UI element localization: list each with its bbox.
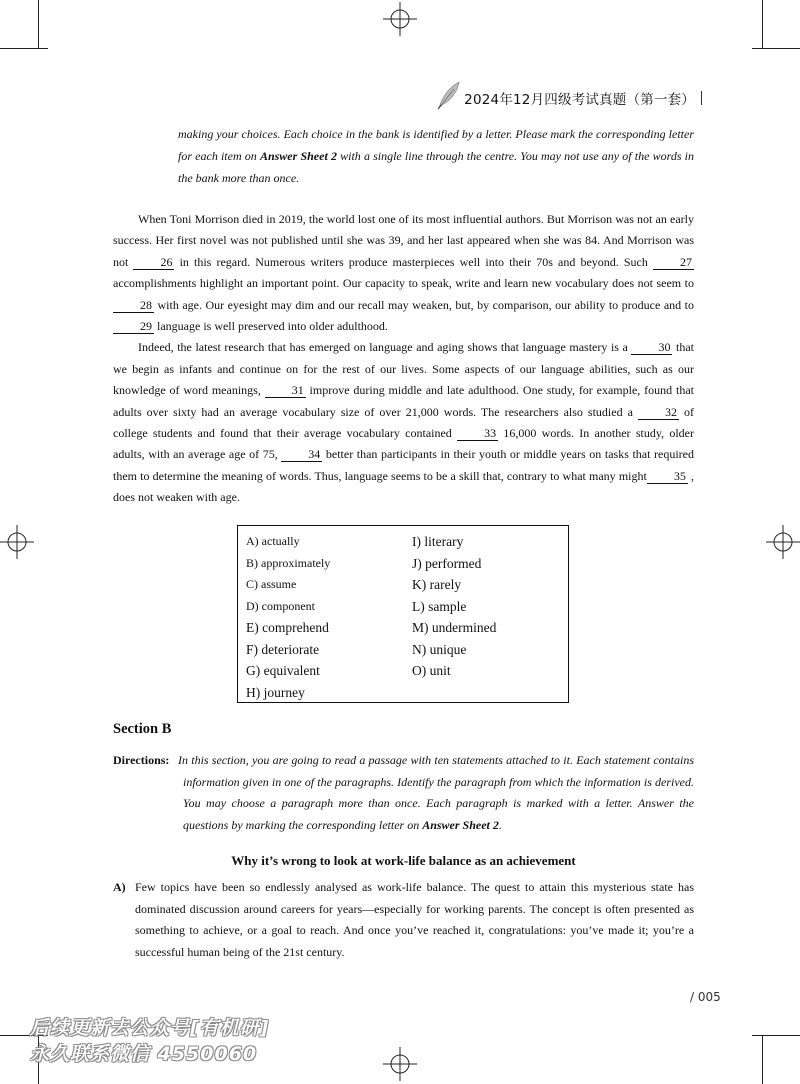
blank-27: 27 (653, 255, 694, 270)
crop-mark (762, 0, 763, 48)
watermark-line: 后续更新去公众号[有机研] (30, 1017, 270, 1039)
header-divider (701, 91, 702, 105)
word-bank-item: N) unique (412, 641, 467, 657)
directions-line: the bank more than once. (178, 171, 300, 185)
directions-label: Directions: (113, 753, 170, 767)
answer-sheet-ref: Answer Sheet 2 (259, 149, 337, 163)
word-bank-left-column (246, 531, 330, 703)
answer-sheet-ref: Answer Sheet 2 (422, 817, 499, 832)
watermark-line: 永久联系微信 4550060 (30, 1043, 258, 1065)
word-bank-item: B) approximately (246, 555, 331, 570)
word-bank-item: E) comprehend (246, 620, 329, 635)
word-bank-item: L) sample (412, 598, 467, 614)
paragraph-label: A) (113, 880, 126, 894)
passage-text: 16,000 words. In another study, older adults, with an average age of 75, (113, 426, 694, 462)
directions-end: . (498, 817, 502, 832)
word-bank-item: K) rarely (412, 577, 462, 592)
word-bank-item: G) equivalent (246, 663, 320, 678)
blank-26: 26 (133, 255, 174, 270)
directions-line: making your choices. Each choice in the bank is identified by a letter. Please mark the corresponding letter (178, 127, 694, 141)
crop-mark (762, 1035, 763, 1084)
article-title: Why it’s wrong to look at work-life balance as an achievement (231, 853, 576, 868)
passage-text: of college students and found that their average vocabulary contained (113, 404, 694, 441)
blank-35: 35 (647, 469, 688, 484)
passage-text: that we begin as infants and continue on for the rest of our lives. Some aspects of our language abilities, such as our knowledge of word meanings, (113, 340, 695, 398)
blank-33: 33 (457, 426, 498, 441)
registration-mark-icon (0, 525, 34, 559)
directions-line: for each item on (178, 149, 260, 163)
paragraph-text: Few topics have been so endlessly analysed as work-life balance. The quest to attain this mysterious state has dominated discussion around careers for years—especially for working parents. The concept is often presented as something to achieve, or a goal to reach. And once you’ve reached it, congratulations: you’ve made it; you’re a successful human being of the 21st century. (135, 880, 694, 959)
crop-mark (0, 48, 48, 49)
crop-mark (38, 0, 39, 48)
directions-continued (178, 123, 694, 189)
cloze-passage (113, 209, 694, 509)
crop-mark (752, 48, 800, 49)
passage-text: accomplishments highlight an important point. Our capacity to speak, write and learn new vocabulary does not seem to (113, 276, 694, 291)
header-title: 2024年12月四级考试真题（第一套） (464, 92, 695, 108)
article-paragraph-a (113, 877, 694, 963)
word-bank-item: A) actually (246, 534, 300, 548)
blank-29: 29 (113, 319, 154, 334)
passage-text: improve during middle and late adulthood. One study, for example, found that adults over sixty had an average vocabulary size of over 21,000 words. The researchers also studied a (113, 383, 694, 419)
passage-paragraph-1 (113, 209, 694, 337)
word-bank-item: M) undermined (412, 620, 497, 635)
registration-mark-icon (383, 1047, 417, 1081)
directions-line: with a single line through the centre. You may not use any of the words in (336, 149, 694, 163)
passage-text: Indeed, the latest research that has emerged on language and aging shows that language mastery is a (138, 340, 632, 355)
passage-text: When Toni Morrison died in 2019, the world lost one of its most influential authors. But Morrison was not an early success. Her first novel was not published until she was 39, and her last appeared when she was 84. And Morrison was not (113, 212, 694, 269)
blank-32: 32 (638, 405, 679, 420)
page-number: / 005 (690, 990, 721, 1004)
word-bank-item: I) literary (412, 534, 464, 549)
word-bank-item: J) performed (412, 555, 482, 571)
registration-mark-icon (383, 2, 417, 36)
blank-34: 34 (281, 447, 322, 462)
passage-text: with age. Our eyesight may dim and our recall may weaken, but, by comparison, our ability to produce and to (154, 297, 694, 312)
word-bank-item: C) assume (246, 577, 297, 591)
word-bank-item: O) unit (412, 663, 451, 678)
word-bank-item: D) component (246, 598, 315, 613)
passage-text: in this regard. Numerous writers produce masterpieces well into their 70s and beyond. Such (174, 254, 653, 269)
section-b-title: Section B (113, 721, 172, 737)
blank-31: 31 (265, 383, 306, 398)
section-b-directions (113, 750, 694, 836)
word-bank-item: H) journey (246, 684, 305, 700)
registration-mark-icon (766, 525, 800, 559)
blank-28: 28 (113, 298, 154, 313)
passage-text: language is well preserved into older adulthood. (154, 319, 388, 334)
word-bank (237, 525, 569, 703)
blank-30: 30 (631, 340, 672, 355)
word-bank-item: F) deteriorate (246, 641, 320, 657)
watermark (30, 1015, 340, 1067)
page-header (440, 82, 702, 114)
passage-paragraph-2 (113, 337, 694, 508)
crop-mark (752, 1035, 800, 1036)
passage-text: better than participants in their youth or middle years on tasks that required them to determine the meaning of words. Thus, language seems to be a skill that, contrary to what many might (113, 447, 694, 483)
word-bank-right-column (412, 531, 496, 682)
directions-body: In this section, you are going to read a passage with ten statements attached to it. Each statement contains information given in one of the paragraphs. Identify the paragraph from which the information is derived. You may choose a paragraph more than once. Each paragraph is marked with a letter. Answer the questions by marking the corresponding letter on (178, 753, 694, 832)
passage-text: , does not weaken with age. (113, 468, 694, 505)
directions-text (178, 750, 694, 836)
